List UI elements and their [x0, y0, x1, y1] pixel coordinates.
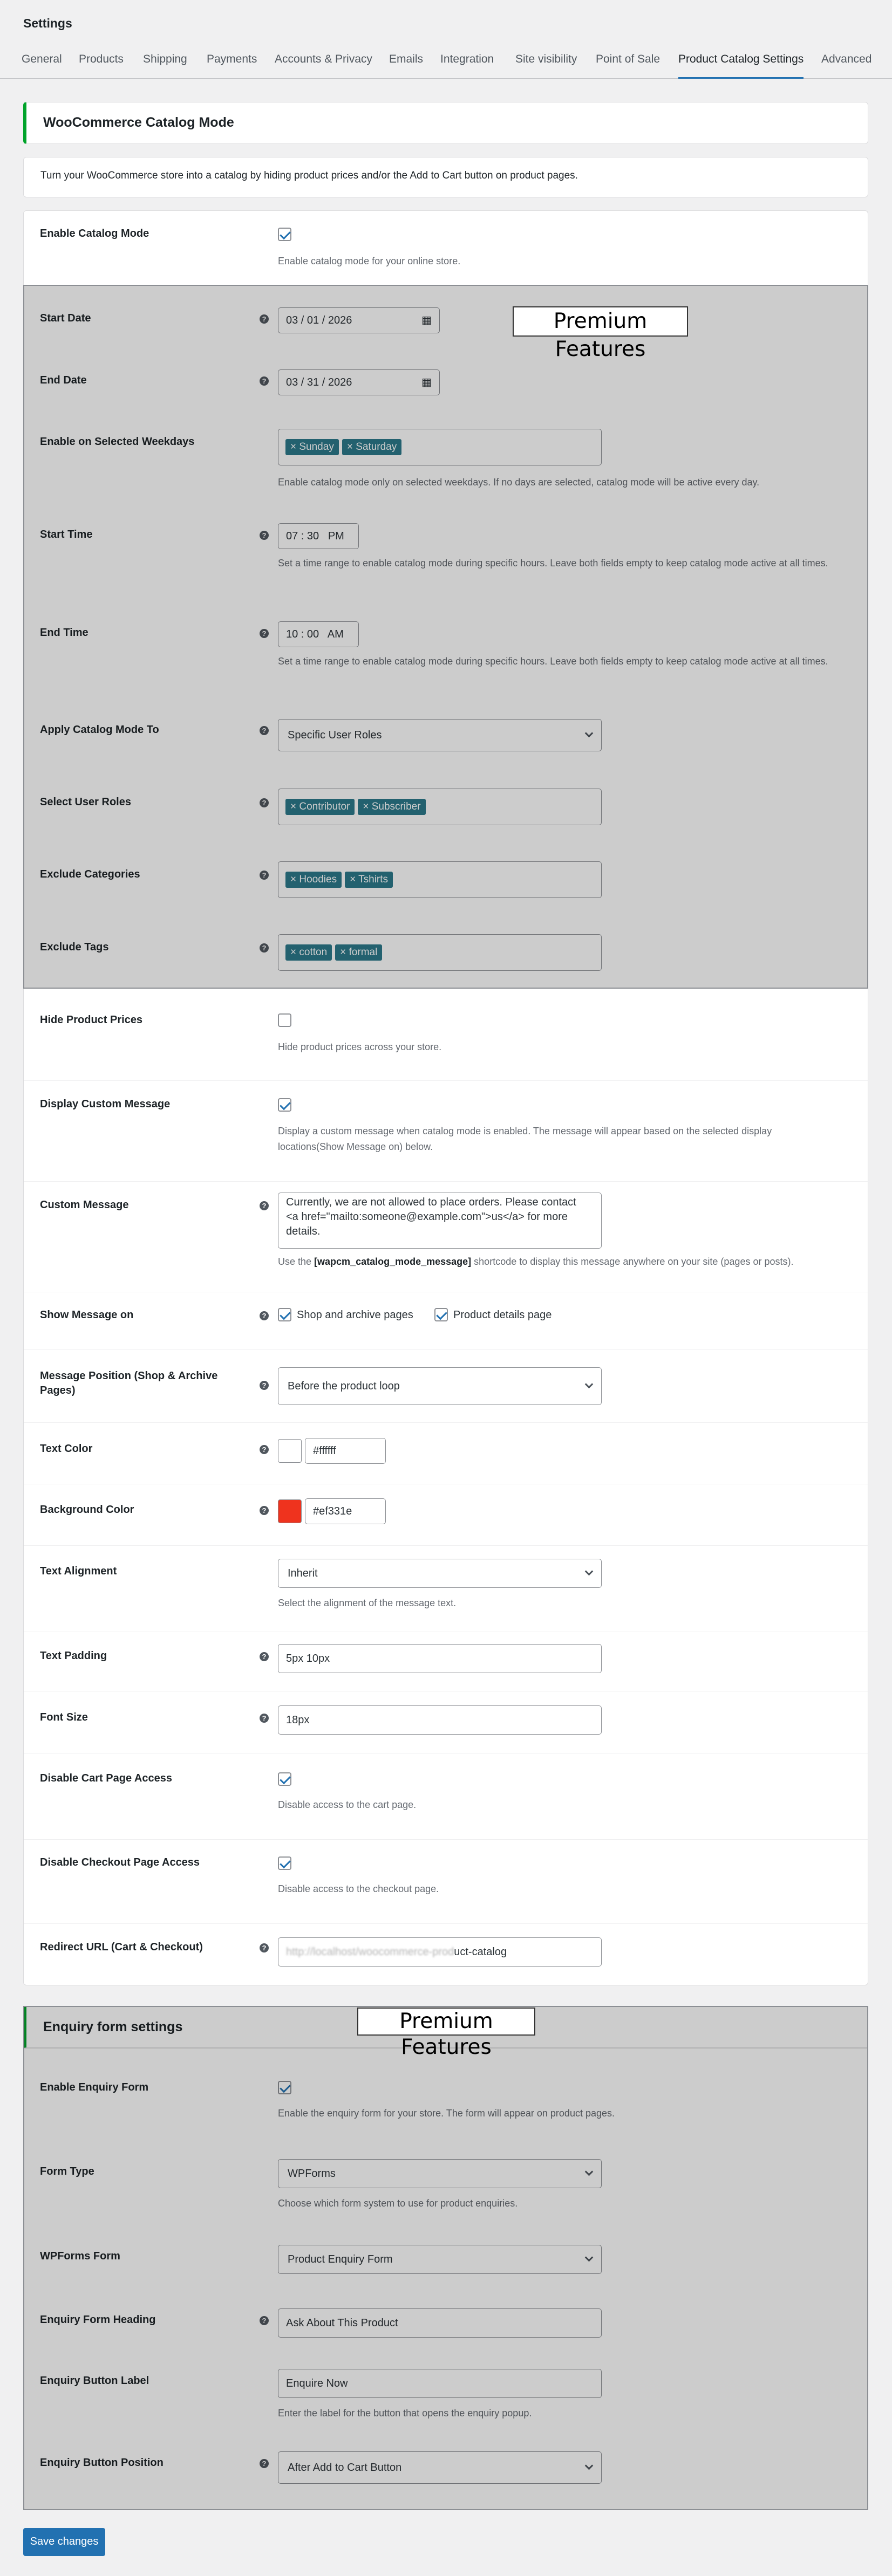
tab-emails[interactable]: Emails: [389, 53, 424, 65]
disable-cart-checkbox[interactable]: [278, 1772, 291, 1786]
page-title: Settings: [23, 16, 72, 30]
help-icon: ?: [260, 2459, 269, 2468]
message-position-label: Message Position (Shop & Archive Pages): [40, 1370, 218, 1396]
disable-cart-desc: Disable access to the cart page.: [278, 1799, 417, 1810]
help-icon: ?: [260, 1381, 269, 1390]
disable-cart-label: Disable Cart Page Access: [40, 1772, 172, 1784]
end-time-desc: Set a time range to enable catalog mode during specific hours. Leave both fields empty to keep catalog mode active at all times.: [278, 656, 828, 667]
help-icon: ?: [260, 376, 269, 386]
help-icon: ?: [260, 1943, 269, 1952]
tag-sunday[interactable]: × Sunday: [285, 439, 339, 455]
premium-overlay: [23, 285, 868, 989]
tab-product-catalog-settings[interactable]: Product Catalog Settings: [678, 54, 804, 79]
display-custom-message-label: Display Custom Message: [40, 1098, 171, 1110]
tag-hoodies[interactable]: × Hoodies: [285, 872, 342, 888]
intro-text: Turn your WooCommerce store into a catalog by hiding product prices and/or the Add to Cart button on product pages.: [40, 170, 578, 181]
tab-point-of-sale[interactable]: Point of Sale: [596, 53, 661, 65]
user-roles-label: Select User Roles: [40, 796, 131, 808]
help-icon: ?: [260, 1652, 269, 1661]
form-type-label: Form Type: [40, 2166, 94, 2177]
message-position-select[interactable]: Before the product loop: [278, 1367, 602, 1405]
enable-catalog-mode-label: Enable Catalog Mode: [40, 228, 149, 239]
help-icon: ?: [260, 871, 269, 880]
chevron-down-icon: [585, 1380, 594, 1389]
disable-checkout-label: Disable Checkout Page Access: [40, 1856, 200, 1868]
end-time-label: End Time: [40, 627, 88, 639]
tab-products[interactable]: Products: [79, 53, 124, 65]
save-changes-button[interactable]: Save changes: [23, 2528, 105, 2556]
enable-enquiry-desc: Enable the enquiry form for your store. The form will appear on product pages.: [278, 2108, 615, 2119]
tab-general[interactable]: General: [22, 53, 62, 65]
premium-features-badge: Premium Features: [357, 2008, 535, 2036]
help-icon: ?: [260, 943, 269, 953]
text-alignment-label: Text Alignment: [40, 1565, 117, 1577]
display-custom-message-checkbox[interactable]: [278, 1098, 291, 1112]
tag-formal[interactable]: × formal: [335, 944, 382, 961]
help-icon: ?: [260, 2316, 269, 2325]
text-color-label: Text Color: [40, 1443, 93, 1455]
help-icon: ?: [260, 314, 269, 324]
tab-integration[interactable]: Integration: [440, 53, 494, 65]
divider: [24, 1349, 868, 1350]
tab-site-visibility[interactable]: Site visibility: [515, 53, 577, 65]
exclude-categories-label: Exclude Categories: [40, 868, 140, 880]
intro-notice: [23, 157, 868, 197]
wpforms-form-label: WPForms Form: [40, 2250, 120, 2262]
help-icon: ?: [260, 629, 269, 638]
help-icon: ?: [260, 1506, 269, 1515]
form-type-select[interactable]: WPForms: [278, 2159, 602, 2188]
help-icon: ?: [260, 531, 269, 540]
disable-checkout-checkbox[interactable]: [278, 1856, 291, 1870]
tab-payments[interactable]: Payments: [207, 53, 257, 65]
premium-features-badge: Premium Features: [513, 306, 688, 337]
help-icon: ?: [260, 1201, 269, 1210]
enquiry-button-label-label: Enquiry Button Label: [40, 2375, 149, 2387]
enable-enquiry-label: Enable Enquiry Form: [40, 2081, 149, 2093]
help-icon: ?: [260, 1445, 269, 1454]
tag-contributor[interactable]: × Contributor: [285, 799, 355, 815]
chevron-down-icon: [585, 1567, 594, 1576]
end-time-input[interactable]: 10 : 00 AM: [278, 621, 359, 647]
disable-checkout-desc: Disable access to the checkout page.: [278, 1883, 439, 1894]
font-size-label: Font Size: [40, 1711, 88, 1723]
help-icon: ?: [260, 1311, 269, 1320]
enable-catalog-mode-desc: Enable catalog mode for your online store.: [278, 256, 461, 266]
tab-accounts-privacy[interactable]: Accounts & Privacy: [275, 53, 372, 65]
shop-archive-checkbox[interactable]: [278, 1308, 291, 1321]
font-size-input[interactable]: 18px: [278, 1705, 602, 1735]
text-padding-label: Text Padding: [40, 1650, 107, 1662]
background-color-swatch[interactable]: [278, 1499, 302, 1523]
enquiry-button-label-input[interactable]: Enquire Now: [278, 2369, 602, 2398]
divider: [24, 1181, 868, 1182]
text-color-swatch[interactable]: [278, 1439, 302, 1463]
start-date-label: Start Date: [40, 312, 91, 324]
exclude-tags-label: Exclude Tags: [40, 941, 109, 953]
enquiry-button-position-select[interactable]: After Add to Cart Button: [278, 2451, 602, 2484]
enquiry-button-label-desc: Enter the label for the button that opens the enquiry popup.: [278, 2408, 532, 2419]
divider: [24, 1422, 868, 1423]
text-alignment-select[interactable]: Inherit: [278, 1559, 602, 1588]
text-color-input[interactable]: #ffffff: [305, 1438, 386, 1464]
catalog-mode-header: [23, 102, 868, 144]
text-padding-input[interactable]: 5px 10px: [278, 1644, 602, 1673]
enable-catalog-mode-checkbox[interactable]: [278, 228, 291, 241]
shop-archive-label: Shop and archive pages: [297, 1309, 413, 1321]
tag-cotton[interactable]: × cotton: [285, 944, 332, 961]
tab-shipping[interactable]: Shipping: [143, 53, 187, 65]
divider: [24, 1545, 868, 1546]
hide-prices-desc: Hide product prices across your store.: [278, 1042, 442, 1052]
wpforms-form-select[interactable]: Product Enquiry Form: [278, 2245, 602, 2274]
enquiry-button-position-label: Enquiry Button Position: [40, 2457, 164, 2469]
background-color-label: Background Color: [40, 1504, 134, 1516]
end-date-label: End Date: [40, 374, 87, 386]
apply-to-label: Apply Catalog Mode To: [40, 724, 159, 736]
tag-subscriber[interactable]: × Subscriber: [358, 799, 425, 815]
calendar-icon: ▦: [421, 314, 432, 326]
help-icon: ?: [260, 1714, 269, 1723]
divider: [24, 1923, 868, 1924]
calendar-icon: ▦: [421, 376, 432, 388]
enquiry-heading-input[interactable]: Ask About This Product: [278, 2308, 602, 2338]
enquiry-heading-label: Enquiry Form Heading: [40, 2314, 156, 2326]
tab-advanced[interactable]: Advanced: [821, 53, 872, 65]
hide-prices-label: Hide Product Prices: [40, 1014, 143, 1026]
settings-tabs: [0, 54, 892, 79]
start-time-label: Start Time: [40, 529, 93, 540]
divider: [24, 1080, 868, 1081]
hide-prices-checkbox[interactable]: [278, 1013, 291, 1027]
tag-saturday[interactable]: × Saturday: [342, 439, 401, 455]
enquiry-heading: Enquiry form settings: [43, 2019, 183, 2034]
background-color-input[interactable]: #ef331e: [305, 1498, 386, 1524]
divider: [24, 1839, 868, 1840]
help-icon: ?: [260, 798, 269, 807]
custom-message-label: Custom Message: [40, 1199, 129, 1211]
text-alignment-desc: Select the alignment of the message text.: [278, 1598, 457, 1608]
help-icon: ?: [260, 726, 269, 735]
catalog-mode-heading: WooCommerce Catalog Mode: [43, 115, 234, 130]
weekdays-label: Enable on Selected Weekdays: [40, 436, 195, 448]
product-details-checkbox[interactable]: [434, 1308, 448, 1321]
redirect-url-input[interactable]: http://localhost/woocommerce-product-catalog: [278, 1937, 602, 1967]
start-time-desc: Set a time range to enable catalog mode during specific hours. Leave both fields empty to keep catalog mode active at all times.: [278, 558, 828, 568]
form-type-desc: Choose which form system to use for product enquiries.: [278, 2198, 518, 2209]
start-time-input[interactable]: 07 : 30 PM: [278, 523, 359, 549]
end-date-input[interactable]: 03 / 31 / 2026 ▦: [278, 369, 440, 395]
weekdays-desc: Enable catalog mode only on selected weekdays. If no days are selected, catalog mode will be active every day.: [278, 477, 760, 488]
redirect-url-label: Redirect URL (Cart & Checkout): [40, 1941, 203, 1953]
custom-message-textarea[interactable]: Currently, we are not allowed to place orders. Please contact <a href="mailto:someone@example.com">us</a> for more details.: [278, 1193, 602, 1249]
start-date-input[interactable]: 03 / 01 / 2026 ▦: [278, 307, 440, 333]
premium-overlay-enquiry: [23, 2006, 868, 2510]
show-message-on-label: Show Message on: [40, 1309, 134, 1321]
custom-message-desc: Use the [wapcm_catalog_mode_message] shortcode to display this message anywhere on your site (pages or posts).: [278, 1256, 794, 1267]
product-details-label: Product details page: [453, 1309, 552, 1321]
apply-to-select[interactable]: Specific User Roles: [278, 719, 602, 751]
tag-tshirts[interactable]: × Tshirts: [345, 872, 393, 888]
display-custom-message-desc: Display a custom message when catalog mode is enabled. The message will appear based on the selected display locations(Show Message on) below.: [278, 1126, 772, 1152]
